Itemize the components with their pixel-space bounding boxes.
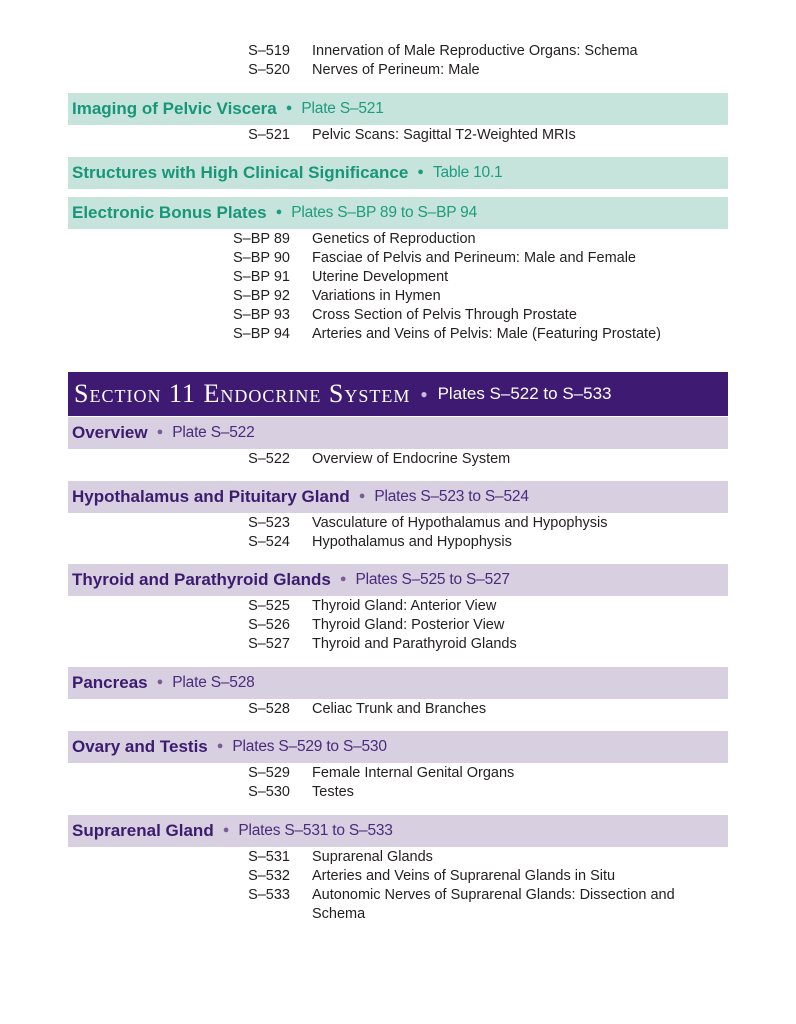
plate-title: Testes [312,784,354,800]
plate-code: S–523 [248,515,290,531]
bullet-dot: ● [358,490,366,502]
section-plates: Plates S–522 to S–533 [437,384,612,403]
plate-title: Thyroid Gland: Posterior View [312,617,505,633]
plate-title: Vasculature of Hypothalamus and Hypophysis [312,515,608,531]
group-header-pancreas[interactable] [68,667,728,699]
group-header-thyroid[interactable] [68,564,728,596]
plate-code: S–532 [248,868,290,884]
entry-row[interactable] [0,450,796,469]
plate-code: S–529 [248,765,290,781]
entry-row[interactable] [0,886,796,924]
plate-title: Thyroid and Parathyroid Glands [312,636,517,652]
plate-title: Female Internal Genital Organs [312,765,515,781]
entry-row[interactable] [0,325,796,344]
entry-row[interactable] [0,635,796,654]
group-plates: Plates S–BP 89 to S–BP 94 [291,204,478,221]
group-plates: Plate S–521 [301,100,384,117]
plate-title: Genetics of Reproduction [312,231,476,247]
plate-code: S–531 [248,849,290,865]
plate-code: S–525 [248,598,290,614]
bullet-dot: ● [222,824,230,836]
plate-title: Nerves of Perineum: Male [312,62,480,78]
entry-row[interactable] [0,249,796,268]
group-name: Suprarenal Gland [72,821,214,840]
entry-row[interactable] [0,533,796,552]
section-title: Section 11 Endocrine System [74,379,411,408]
bullet-dot: ● [285,102,293,114]
entry-row[interactable] [0,616,796,635]
entry-row[interactable] [0,287,796,306]
plate-title: Arteries and Veins of Suprarenal Glands in Situ [312,868,616,884]
group-name: Pancreas [72,673,148,692]
plate-code: S–527 [248,636,290,652]
bullet-dot: ● [156,676,164,688]
plate-title: Uterine Development [312,269,449,285]
plate-code: S–530 [248,784,290,800]
bullet-dot: ● [156,426,164,438]
group-entries [0,514,796,552]
group-name: Overview [72,423,148,442]
plate-title: Fasciae of Pelvis and Perineum: Male and Female [312,250,636,266]
group-plates: Plates S–531 to S–533 [238,822,393,839]
bullet-dot: ● [420,387,428,401]
plate-code: S–526 [248,617,290,633]
plate-code: S–BP 93 [233,307,290,323]
group-plates: Plates S–529 to S–530 [232,738,387,755]
entry-row[interactable] [0,126,796,145]
group-plates: Plates S–525 to S–527 [355,571,510,588]
entry-row[interactable] [0,230,796,249]
group-plates: Plate S–522 [172,424,255,441]
entry-row[interactable] [0,514,796,533]
group-plates: Plates S–523 to S–524 [374,488,529,505]
bullet-dot: ● [275,206,283,218]
entry-row[interactable] [0,268,796,287]
group-entries [0,450,796,469]
plate-code: S–519 [248,43,290,59]
group-plates: Plate S–528 [172,674,255,691]
plate-title: Thyroid Gland: Anterior View [312,598,497,614]
plate-title: Hypothalamus and Hypophysis [312,534,512,550]
group-entries [0,597,796,654]
entry-row[interactable] [0,783,796,802]
group-name: Thyroid and Parathyroid Glands [72,570,331,589]
group-name: Hypothalamus and Pituitary Gland [72,487,350,506]
group-entries [0,764,796,802]
group-name: Structures with High Clinical Significance [72,163,409,182]
entry-row[interactable] [0,764,796,783]
entry-row[interactable] [0,867,796,886]
plate-title: Cross Section of Pelvis Through Prostate [312,307,577,323]
plate-code: S–BP 92 [233,288,290,304]
plate-code: S–528 [248,701,290,717]
section-header-endocrine[interactable] [68,372,728,416]
group-entries [0,700,796,719]
entry-row[interactable] [0,306,796,325]
group-name: Imaging of Pelvic Viscera [72,99,277,118]
entry-row[interactable] [0,42,796,61]
plate-title: Autonomic Nerves of Suprarenal Glands: Dissection and Schema [312,887,675,922]
plate-code: S–BP 94 [233,326,290,342]
group-header-clinical-significance[interactable] [68,157,728,189]
bullet-dot: ● [339,573,347,585]
plate-code: S–520 [248,62,290,78]
entry-row[interactable] [0,61,796,80]
group-header-bonus-plates[interactable] [68,197,728,229]
group-header-imaging[interactable] [68,93,728,125]
bullet-dot: ● [216,740,224,752]
group-entries [0,230,796,344]
group-plates: Table 10.1 [432,164,503,181]
plate-title: Pelvic Scans: Sagittal T2-Weighted MRIs [312,127,576,143]
plate-code: S–BP 91 [233,269,290,285]
plate-title: Suprarenal Glands [312,849,433,865]
plate-code: S–BP 89 [233,231,290,247]
entry-row[interactable] [0,597,796,616]
entry-row[interactable] [0,848,796,867]
plate-code: S–521 [248,127,290,143]
group-entries [0,126,796,145]
plate-code: S–524 [248,534,290,550]
top-entries [0,42,796,80]
plate-title: Innervation of Male Reproductive Organs: Schema [312,43,638,59]
group-header-overview[interactable] [68,417,728,449]
plate-title: Variations in Hymen [312,288,441,304]
plate-code: S–BP 90 [233,250,290,266]
group-name: Electronic Bonus Plates [72,203,267,222]
group-header-ovary-testis[interactable] [68,731,728,763]
group-name: Ovary and Testis [72,737,208,756]
group-header-suprarenal[interactable] [68,815,728,847]
entry-row[interactable] [0,700,796,719]
plate-code: S–533 [248,887,290,903]
plate-title: Celiac Trunk and Branches [312,701,487,717]
bullet-dot: ● [417,166,424,178]
group-entries [0,848,796,924]
plate-title: Arteries and Veins of Pelvis: Male (Featuring Prostate) [312,326,661,342]
group-header-hypothalamus[interactable] [68,481,728,513]
plate-title: Overview of Endocrine System [312,451,511,467]
plate-code: S–522 [248,451,290,467]
